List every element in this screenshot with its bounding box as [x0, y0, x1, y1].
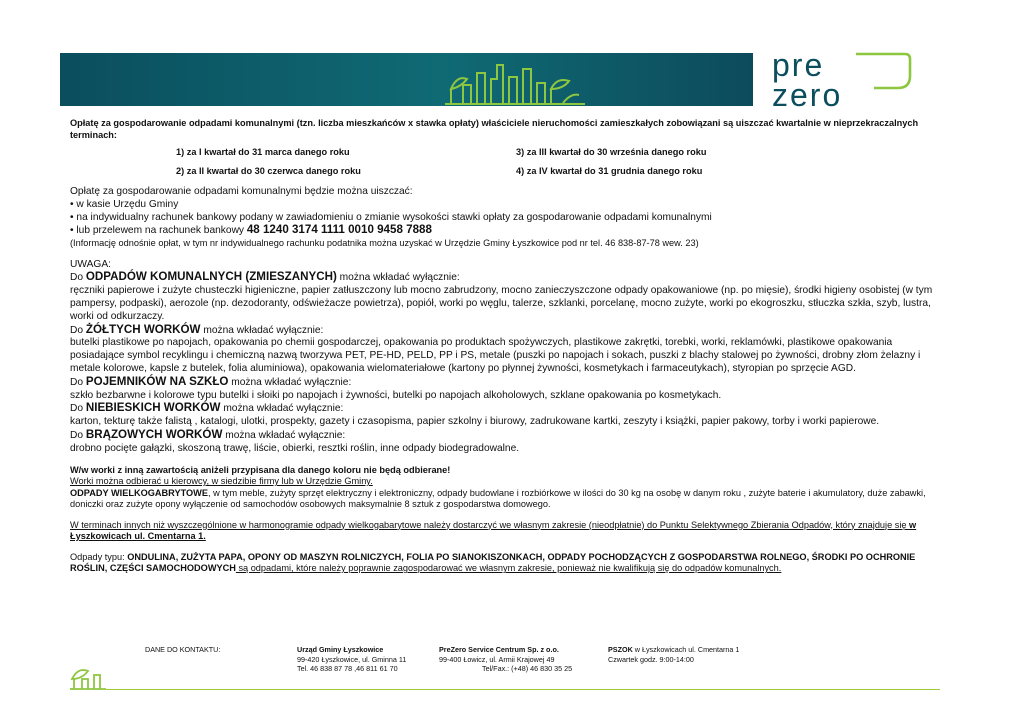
- intro-paragraph: Opłatę za gospodarowanie odpadami komunalnymi (tzn. liczba mieszkańców x stawka opłaty) właściciele nieruchomości zamieszkałych zobowiązani są uiszczać kwartalnie w nieprzekraczalnych terminach:: [70, 118, 919, 140]
- uwaga-label: UWAGA:: [70, 258, 111, 270]
- section-name: ŻÓŁTYCH WORKÓW: [85, 322, 201, 336]
- payment-methods: [70, 186, 940, 250]
- section-heading: Do POJEMNIKÓW NA SZKŁO można wkładać wyłącznie:: [70, 374, 352, 388]
- prezero-logo: [770, 48, 915, 112]
- term-q1: 1) za I kwartał do 31 marca danego roku: [176, 147, 350, 157]
- contact-address: w Łyszkowicach ul. Cmentarna 1: [632, 645, 740, 654]
- payment-terms: [176, 147, 940, 177]
- section-text: butelki plastikowe po napojach, opakowania po chemii gospodarczej, opakowania po produktach spożywczych, plastikowe zakrętki, torebki, worki, reklamówki, plastikowe opakowania posiadające symbol recyklingu i chemiczną nazwą tworzywa PET, PE-HD, PELD, PP i PS, metale (puszki po napojach i sokach, puszki z blachy stalowej po żywności, drobny złom żelazny i metale kolorowe, kapsle z butelek, folia aluminiowa), opakowania wielomateriałowe (kartony po płynnej żywności, kosmetykach i farmaceutykach), styropian po sprzęcie AGD.: [70, 337, 921, 375]
- section-heading: Do ODPADÓW KOMUNALNYCH (ZMIESZANYCH) można wkładać wyłącznie:: [70, 270, 460, 284]
- pszok-notice-text: W terminach innych niż wyszczególnione w harmonogramie odpady wielkogabarytowe należy dostarczyć we własnym zakresie (nieodpłatnie) do Punktu Selektywnego Zbierania Odpadów, który znajduje się: [70, 519, 910, 530]
- contact-prezero: [439, 645, 572, 674]
- section-text: drobno pocięte gałązki, skoszoną trawę, liście, obierki, resztki roślin, inne odpady biodegradowalne.: [70, 442, 520, 454]
- section-brown: [70, 429, 940, 456]
- other-waste-types: ONDULINA, ZUŻYTA PAPA, OPONY OD MASZYN ROLNICZYCH, FOLIA PO SIANOKISZONKACH, ODPADY POCHODZĄCYCH Z GOSPODARSTWA ROLNEGO, ŚRODKI PO OCHRONIE ROŚLIN, CZĘŚCI SAMOCHODOWYCH: [70, 551, 916, 574]
- bulky-waste-label: ODPADY WIELKOGABRYTOWE: [70, 487, 208, 498]
- section-text: karton, tekturę także falistą , katalogi, ulotki, prospekty, gazety i czasopisma, papier szkolny i biurowy, zadrukowane kartki, zeszyty i książki, papier pakowy, torby i worki papierowe.: [70, 416, 880, 428]
- section-name: BRĄZOWYCH WORKÓW: [85, 428, 223, 442]
- section-blue: [70, 402, 940, 429]
- logo-frame-icon: [856, 54, 910, 88]
- bulky-waste-text: , w tym meble, zużyty sprzęt elektryczny i elektroniczny, odpady budowlane i rozbiórkowe w ilości do 30 kg na osobę w danym roku , zużyte baterie i akumulatory, duże zabawki, doniczki oraz zużyte opony wyłączenie od samochodów osobowych maksymalnie 8 sztuk z gospodarstwa domowego.: [70, 487, 926, 510]
- pszok-address: w Łyszkowicach ul. Cmentarna 1.: [70, 519, 917, 542]
- section-heading: Do BRĄZOWYCH WORKÓW można wkładać wyłącznie:: [70, 428, 346, 442]
- payment-note: (Informację odnośnie opłat, w tym nr indywidualnego rachunku podatnika można uzyskać w Urzędzie Gminy Łyszkowice pod nr tel. 46 838-87-78 wew. 23): [70, 238, 699, 249]
- pickup-info: Worki można odbierać u kierowcy, w siedzibie firmy lub w Urzędzie Gminy.: [70, 476, 373, 487]
- section-name: POJEMNIKÓW NA SZKŁO: [85, 374, 229, 388]
- leaf-sprout-icon: [70, 665, 106, 691]
- section-glass: [70, 376, 940, 403]
- header-banner: [60, 53, 753, 106]
- payment-item-individual: • na indywidualny rachunek bankowy podany w zawiadomieniu o zmianie wysokości stawki opłaty za gospodarowanie odpadami komunalnymi: [70, 211, 712, 223]
- contact-name: Urząd Gminy Łyszkowice: [297, 645, 384, 654]
- term-q2: 2) za II kwartał do 30 czerwca danego roku: [176, 165, 361, 176]
- section-yellow: [70, 324, 940, 376]
- term-q4: 4) za IV kwartał do 31 grudnia danego roku: [516, 165, 703, 176]
- contact-name-line: [608, 645, 739, 655]
- contact-address: 99-420 Łyszkowice, ul. Gminna 11: [297, 654, 407, 664]
- section-heading: Do ŻÓŁTYCH WORKÓW można wkładać wyłącznie:: [70, 322, 324, 336]
- document-body: [70, 118, 940, 575]
- section-mixed: [70, 271, 940, 323]
- other-waste-suffix: są odpadami, które należy poprawnie zagospodarować we własnym zakresie, ponieważ nie kwalifikują się do odpadów komunalnych.: [235, 563, 782, 574]
- section-heading: Do NIEBIESKICH WORKÓW można wkładać wyłącznie:: [70, 401, 344, 415]
- payment-transfer-label: • lub przelewem na rachunek bankowy: [70, 225, 247, 237]
- logo-text-line2: zero: [772, 77, 843, 112]
- contact-phone: Tel/Fax.: (+48) 46 830 35 25: [482, 664, 573, 673]
- bulky-waste-info: [70, 488, 940, 511]
- contact-municipality: [297, 645, 406, 674]
- term-q3: 3) za III kwartał do 30 września danego roku: [516, 147, 707, 157]
- section-text: ręczniki papierowe i zużyte chusteczki higieniczne, papier zatłuszczony lub mocno zabrudzony, mocno zanieczyszczone odpady opakowaniowe (np. po mięsie), środki higieny osobistej (w tym pampersy, podpaski), aerozole (np. dezodoranty, odświeżacze powietrza), popiół, worki po węglu, talerze, szklanki, porcelanę, mocno zużyte, worki po ekogroszku, stłuczka szkła, szyb, lustra, worki od odkurzaczy.: [70, 285, 933, 322]
- contact-name: PreZero Service Centrum Sp. z o.o.: [439, 645, 559, 654]
- section-name: NIEBIESKICH WORKÓW: [85, 401, 221, 415]
- bulky-waste-block: [70, 465, 940, 511]
- payment-heading: Opłatę za gospodarowanie odpadami komunalnymi będzie można uiszczać:: [70, 186, 413, 197]
- other-waste-prefix: Odpady typu:: [70, 551, 128, 562]
- warning-text: W/w worki z inną zawartością aniżeli przypisana dla danego koloru nie będą odbierane!: [70, 464, 451, 475]
- contact-label: DANE DO KONTAKTU:: [145, 645, 221, 654]
- city-skyline-icon: [445, 59, 585, 106]
- pszok-notice: [70, 520, 940, 543]
- other-waste-info: [70, 552, 940, 575]
- contact-address: 99-400 Łowicz, ul. Armii Krajowej 49: [439, 654, 555, 664]
- contact-name: PSZOK: [608, 645, 633, 654]
- bank-account-number: 48 1240 3174 1111 0010 9458 7888: [246, 223, 432, 237]
- contact-hours: Czwartek godz. 9:00-14:00: [608, 654, 694, 664]
- logo-text-line1: pre: [772, 48, 825, 83]
- footer-divider: [105, 689, 940, 690]
- payment-item-transfer: [70, 224, 940, 238]
- contact-pszok: [608, 645, 739, 664]
- contact-phone: Tel. 46 838 87 78 ,46 811 61 70: [297, 664, 398, 673]
- section-text: szkło bezbarwne i kolorowe typu butelki i słoiki po napojach i żywności, butelki po napojach alkoholowych, szklane opakowania po kosmetykach.: [70, 389, 722, 401]
- payment-item-cash: • w kasie Urzędu Gminy: [70, 198, 179, 210]
- section-name: ODPADÓW KOMUNALNYCH (ZMIESZANYCH): [85, 270, 337, 284]
